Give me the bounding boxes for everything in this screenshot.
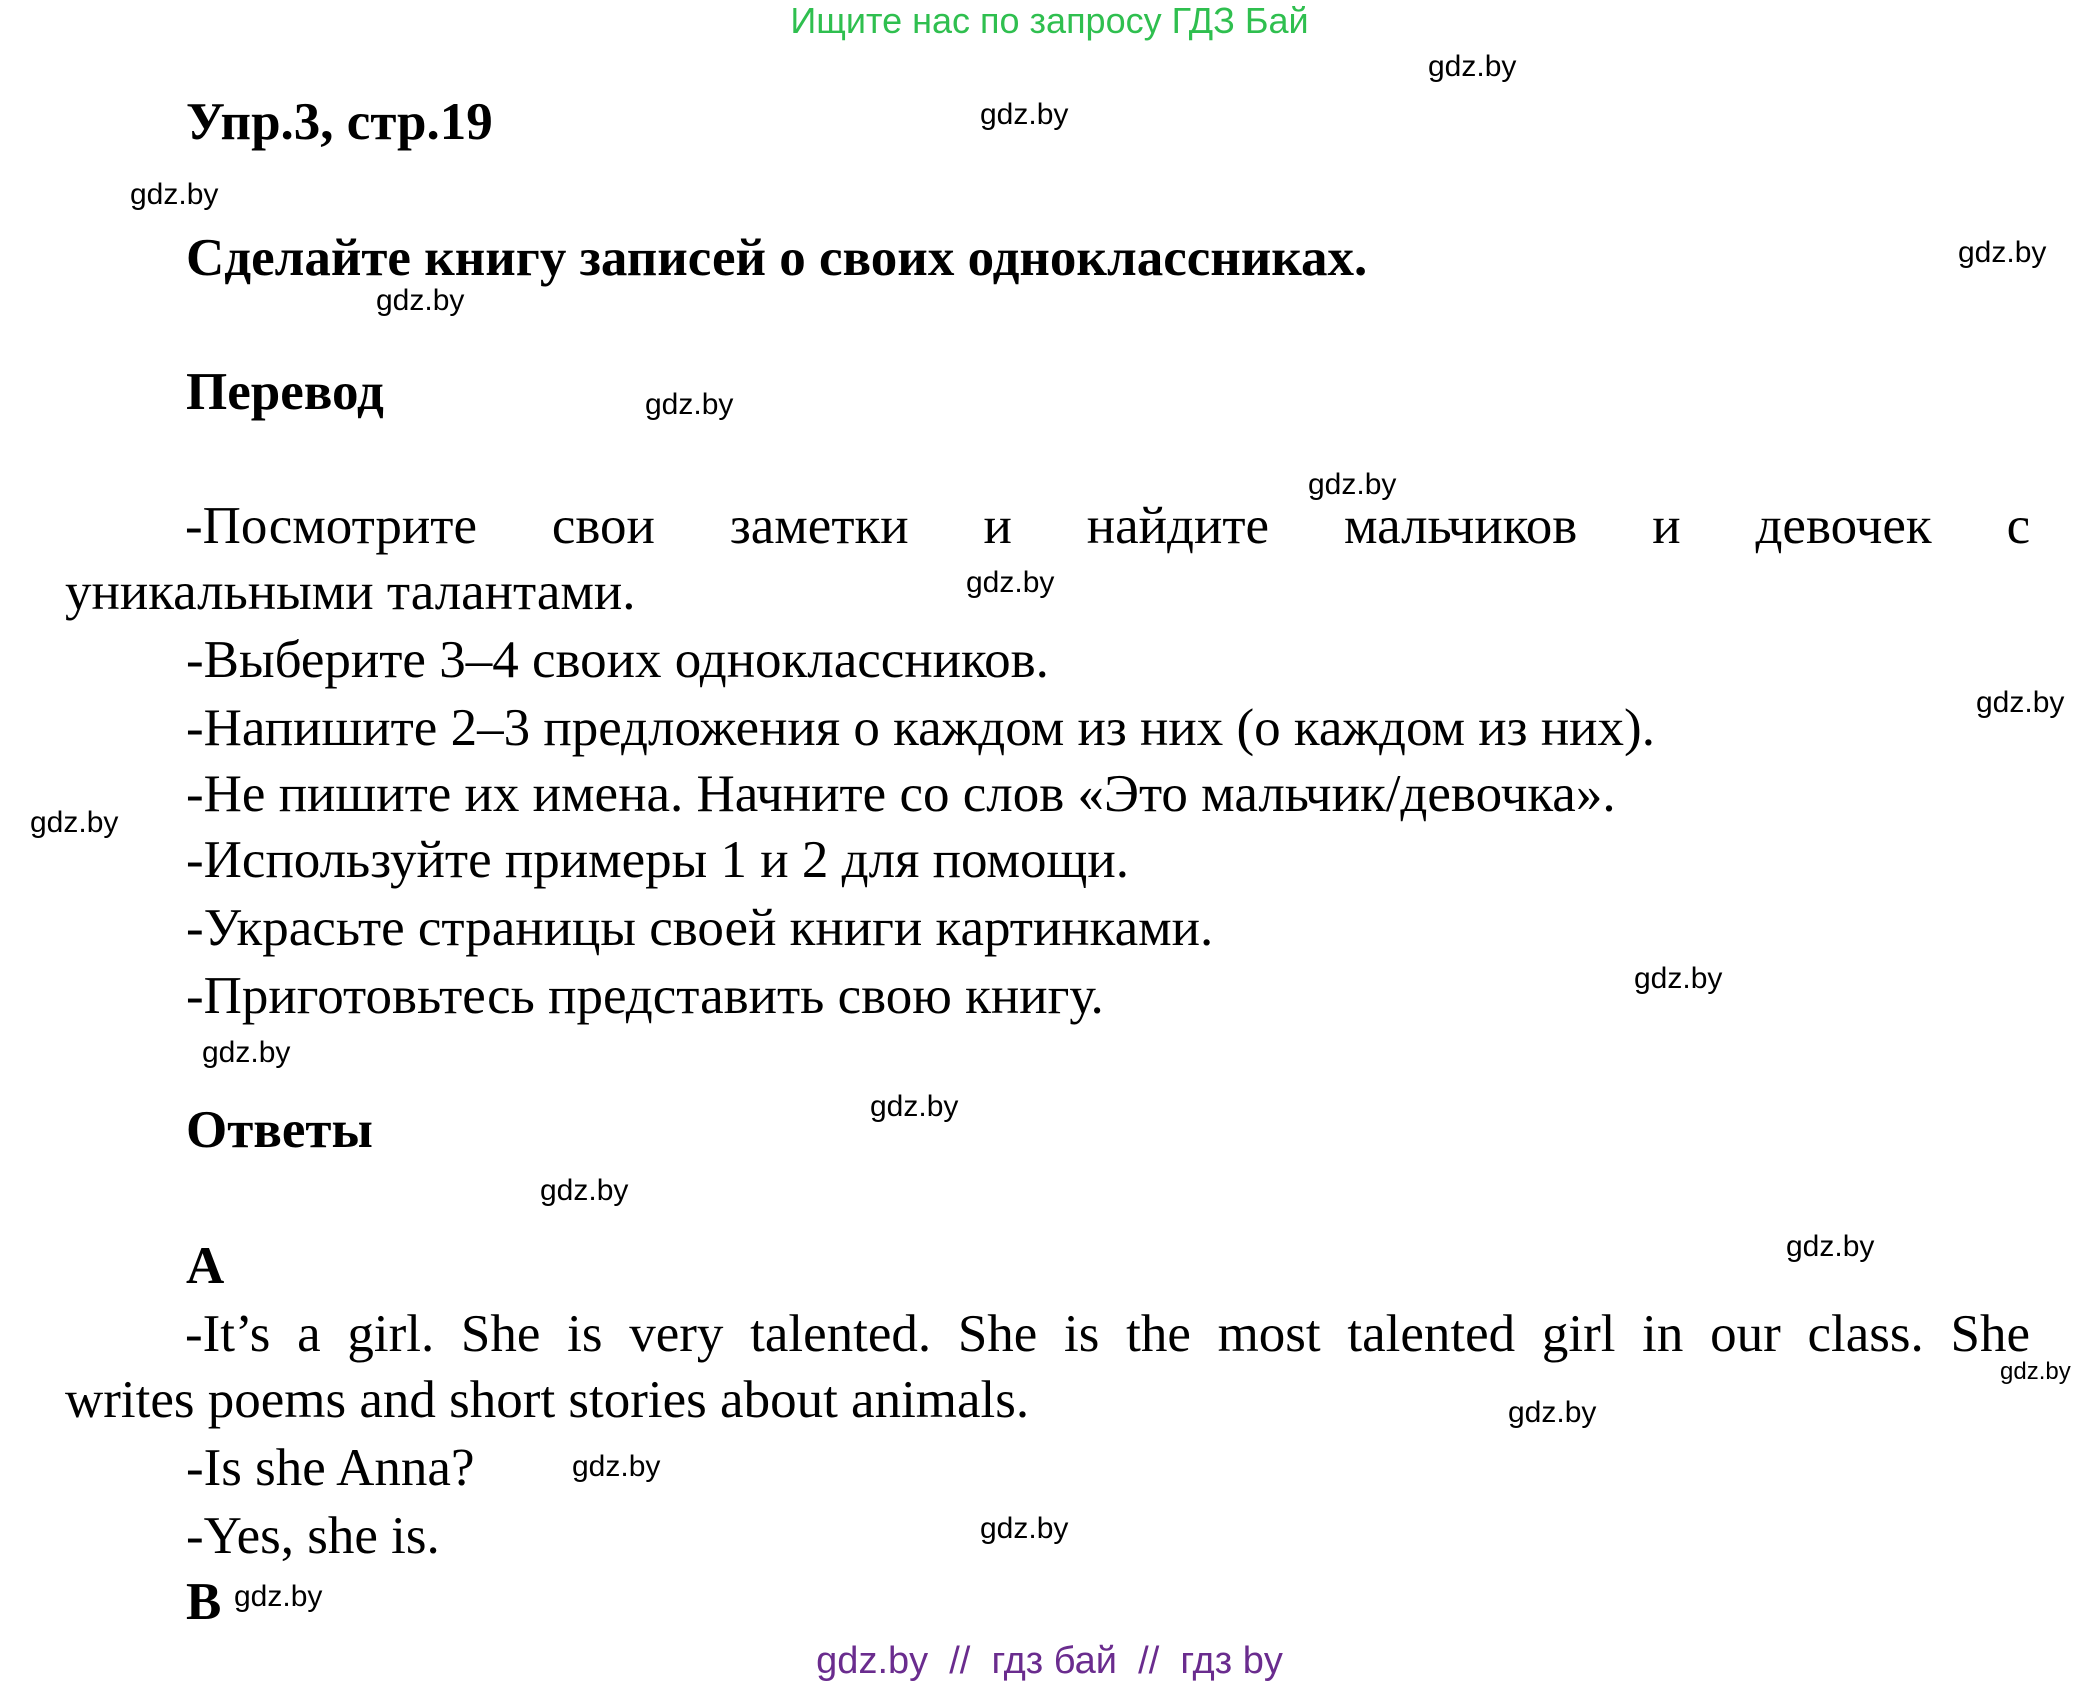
watermark: gdz.by <box>30 806 119 839</box>
watermark: gdz.by <box>1958 236 2047 269</box>
exercise-title: Упр.3, стр.19 <box>186 93 493 151</box>
translation-word: свои <box>551 497 655 555</box>
translation-line-6: -Украсьте страницы своей книги картинками. <box>186 899 1214 957</box>
translation-line-7: -Приготовьтесь представить свою книгу. <box>186 967 1104 1025</box>
watermark: gdz.by <box>376 284 465 317</box>
watermark: gdz.by <box>1786 1230 1875 1263</box>
top-banner: Ищите нас по запросу ГДЗ Бай <box>790 0 1309 41</box>
watermark: gdz.by <box>540 1174 629 1207</box>
translation-line-1-cont: уникальными талантами. <box>65 563 636 621</box>
answer-a-label: A <box>186 1237 225 1295</box>
watermark: gdz.by <box>980 1512 1069 1545</box>
task-text: Сделайте книгу записей о своих одноклассниках. <box>186 229 1368 287</box>
watermark: gdz.by <box>1428 50 1517 83</box>
translation-word: и <box>983 497 1012 555</box>
watermark: gdz.by <box>572 1450 661 1483</box>
watermark: gdz.by <box>130 178 219 211</box>
answer-b-label: B <box>186 1573 222 1631</box>
translation-line-5: -Используйте примеры 1 и 2 для помощи. <box>186 831 1129 889</box>
watermark: gdz.by <box>2000 1358 2071 1385</box>
translation-line-1 <box>185 496 2030 556</box>
translation-word: найдите <box>1086 497 1270 555</box>
answer-a-line-1-cont: writes poems and short stories about animals. <box>65 1371 1030 1429</box>
translation-line-2: -Выберите 3–4 своих одноклассников. <box>186 631 1049 689</box>
translation-word: девочек <box>1755 497 1932 555</box>
translation-heading: Перевод <box>186 363 384 421</box>
footer-links: gdz.by // гдз бай // гдз by <box>816 1640 1283 1682</box>
watermark: gdz.by <box>645 388 734 421</box>
translation-line-4: -Не пишите их имена. Начните со слов «Это мальчик/девочка». <box>186 765 1616 823</box>
answers-heading: Ответы <box>186 1101 373 1159</box>
watermark: gdz.by <box>1508 1396 1597 1429</box>
watermark: gdz.by <box>966 566 1055 599</box>
watermark: gdz.by <box>202 1036 291 1069</box>
translation-line-3: -Напишите 2–3 предложения о каждом из них (о каждом из них). <box>186 699 1655 757</box>
answer-a-reply: -Yes, she is. <box>186 1507 440 1565</box>
watermark: gdz.by <box>870 1090 959 1123</box>
watermark: gdz.by <box>1976 686 2065 719</box>
watermark: gdz.by <box>234 1580 323 1613</box>
answer-a-question: -Is she Anna? <box>186 1439 475 1497</box>
watermark: gdz.by <box>1308 468 1397 501</box>
answer-a-line-1: -It’s a girl. She is very talented. She is the most talented girl in our class. She <box>185 1305 2030 1363</box>
translation-word: -Посмотрите <box>185 497 477 555</box>
watermark: gdz.by <box>980 98 1069 131</box>
translation-word: и <box>1652 497 1681 555</box>
translation-word: с <box>2006 497 2031 555</box>
translation-word: заметки <box>729 497 909 555</box>
translation-word: мальчиков <box>1343 497 1578 555</box>
watermark: gdz.by <box>1634 962 1723 995</box>
